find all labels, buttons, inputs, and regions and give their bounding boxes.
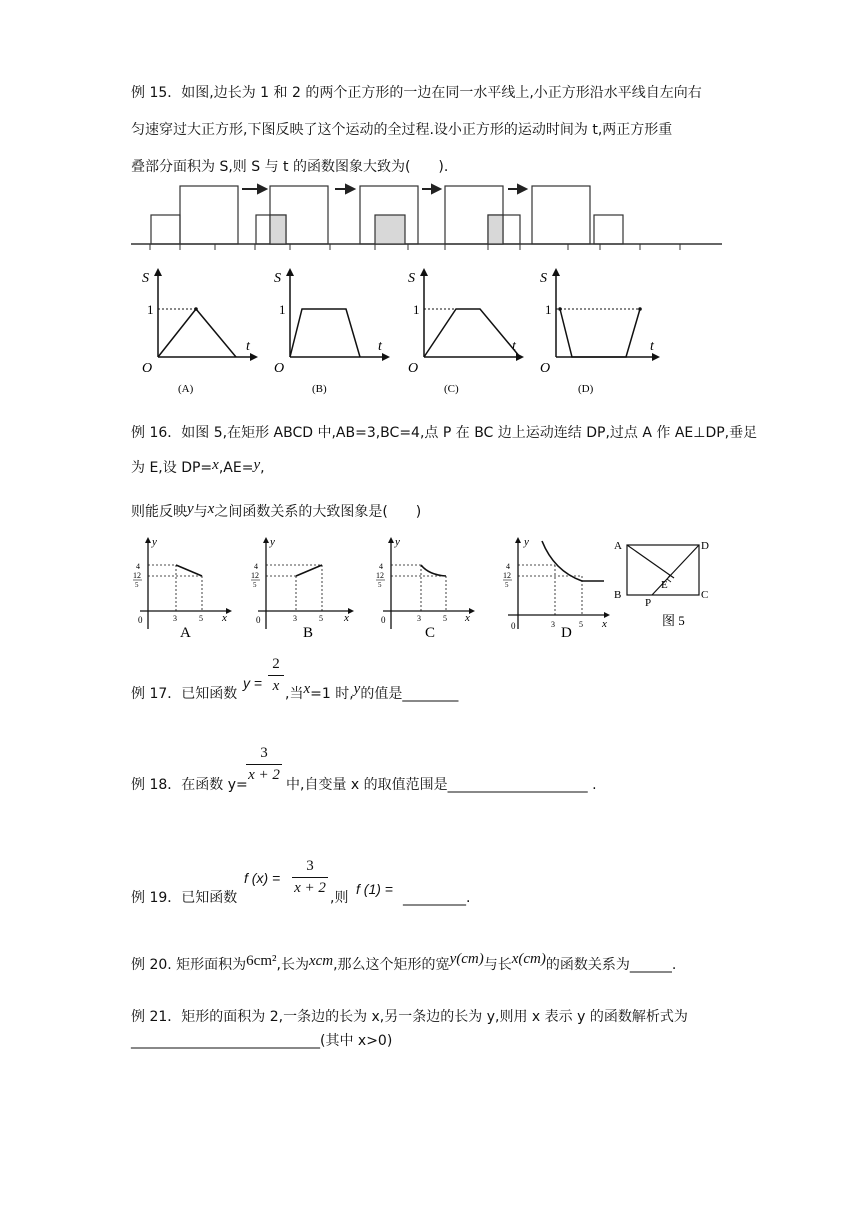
- svg-text:y: y: [524, 536, 529, 548]
- ex19-fraction: 3 x + 2: [292, 858, 328, 897]
- ex16-graph-B: [248, 535, 363, 645]
- ex16-graph-A: [130, 535, 245, 645]
- figure-5-rectangle: [612, 535, 722, 635]
- ex20-line: 例 20. 矩形面积为6cm²,长为xcm,那么这个矩形的宽y(cm)与长x(cm)的函数关系为______.: [131, 951, 677, 973]
- svg-text:5: 5: [505, 581, 509, 589]
- svg-text:O: O: [540, 361, 551, 376]
- label-B: B: [614, 589, 622, 601]
- svg-text:y: y: [152, 536, 157, 548]
- ex21-line1: 例 21．矩形的面积为 2,一条边的长为 x,另一条边的长为 y,则用 x 表示 y 的函数解析式为: [131, 1009, 688, 1025]
- svg-text:C: C: [425, 625, 436, 641]
- svg-text:x: x: [222, 612, 227, 624]
- svg-text:1: 1: [413, 302, 420, 317]
- svg-text:5: 5: [135, 581, 139, 589]
- ex16-graph-C: [373, 535, 488, 645]
- svg-text:0: 0: [138, 615, 143, 625]
- svg-text:4: 4: [136, 562, 140, 571]
- ex15-graph-D: [528, 262, 668, 397]
- svg-text:12: 12: [133, 571, 141, 580]
- svg-text:y: y: [270, 536, 275, 548]
- label-P: P: [645, 597, 652, 609]
- svg-text:5: 5: [443, 614, 447, 623]
- origin-label: O: [142, 361, 153, 376]
- svg-text:x: x: [344, 612, 349, 624]
- ex17-eq: =: [254, 675, 263, 691]
- svg-text:5: 5: [579, 620, 583, 629]
- ex15-line2: 匀速穿过大正方形,下图反映了这个运动的全过程.设小正方形的运动时间为 t,两正方形重: [131, 122, 673, 138]
- figure-5-caption: 图 5: [662, 613, 685, 628]
- ex17-prefix: 例 17．已知函数: [131, 686, 238, 702]
- svg-text:12: 12: [251, 571, 259, 580]
- svg-text:x: x: [465, 612, 470, 624]
- svg-text:12: 12: [376, 571, 384, 580]
- svg-text:5: 5: [319, 614, 323, 623]
- ex17-fraction: 2 x: [268, 656, 284, 695]
- ex16-line1: 例 16．如图 5,在矩形 ABCD 中,AB=3,BC=4,点 P 在 BC 边上运动连结 DP,过点 A 作 AE⊥DP,垂足: [131, 425, 758, 441]
- ex19-prefix: 例 19．已知函数: [131, 890, 238, 906]
- ex15-graph-A: [130, 262, 265, 397]
- ex19-fx: f (x) =: [244, 870, 281, 886]
- svg-text:3: 3: [173, 614, 177, 623]
- svg-text:3: 3: [293, 614, 297, 623]
- option-C-label: (C): [444, 383, 459, 395]
- svg-text:t: t: [378, 339, 382, 354]
- t-axis-label: t: [246, 339, 250, 354]
- svg-text:0: 0: [511, 621, 516, 631]
- ex16-line3: 则能反映y与x之间函数关系的大致图象是( ): [131, 501, 422, 520]
- svg-text:D: D: [561, 625, 572, 641]
- tick-1: 1: [147, 302, 154, 317]
- svg-text:4: 4: [254, 562, 258, 571]
- ex18-answer-blank: 中,自变量 x 的取值范围是____________________ .: [286, 777, 597, 793]
- svg-text:t: t: [512, 339, 516, 354]
- label-E: E: [661, 579, 668, 591]
- ex16-line2: 为 E,设 DP=x,AE=y,: [131, 457, 265, 476]
- ex19-answer-blank: _________.: [403, 890, 471, 906]
- svg-text:3: 3: [551, 620, 555, 629]
- svg-text:A: A: [180, 625, 191, 641]
- s-axis-label: S: [142, 271, 149, 286]
- svg-text:S: S: [408, 271, 415, 286]
- svg-text:5: 5: [199, 614, 203, 623]
- svg-text:S: S: [540, 271, 547, 286]
- label-A: A: [614, 540, 622, 552]
- ex16-graph-D: [498, 535, 618, 645]
- svg-text:t: t: [650, 339, 654, 354]
- ex15-line1: 例 15．如图,边长为 1 和 2 的两个正方形的一边在同一水平线上,小正方形沿水平线自左向右: [131, 85, 702, 101]
- svg-text:x: x: [602, 618, 607, 630]
- label-D: D: [701, 540, 709, 552]
- svg-text:B: B: [303, 625, 314, 641]
- option-A-label: (A): [178, 383, 194, 395]
- svg-text:1: 1: [545, 302, 552, 317]
- ex18-fraction: 3 x + 2: [246, 745, 282, 784]
- ex18-prefix: 例 18．在函数 y=: [131, 777, 248, 793]
- svg-text:0: 0: [256, 615, 261, 625]
- option-B-label: (B): [312, 383, 327, 395]
- ex20-answer-blank: 的函数关系为______.: [545, 957, 677, 973]
- svg-text:S: S: [274, 271, 281, 286]
- svg-text:4: 4: [506, 562, 510, 571]
- ex19-f1: f (1) =: [356, 881, 393, 897]
- svg-text:3: 3: [417, 614, 421, 623]
- ex15-graph-B: [262, 262, 397, 397]
- svg-text:12: 12: [503, 571, 511, 580]
- svg-text:5: 5: [253, 581, 257, 589]
- svg-text:O: O: [274, 361, 285, 376]
- ex17-y: y: [243, 675, 250, 691]
- ex15-graph-C: [396, 262, 531, 397]
- svg-text:O: O: [408, 361, 419, 376]
- svg-text:5: 5: [378, 581, 382, 589]
- svg-text:1: 1: [279, 302, 286, 317]
- option-D-label: (D): [578, 383, 594, 395]
- ex17-answer-blank: 的值是________: [360, 686, 459, 702]
- ex15-line3: 叠部分面积为 S,则 S 与 t 的函数图象大致为( ).: [131, 159, 449, 175]
- svg-text:4: 4: [379, 562, 383, 571]
- label-C: C: [701, 589, 709, 601]
- svg-text:0: 0: [381, 615, 386, 625]
- svg-text:y: y: [395, 536, 400, 548]
- ex21-answer-blank: ___________________________(其中 x>0): [131, 1033, 393, 1049]
- squares-motion-figure: [0, 0, 860, 260]
